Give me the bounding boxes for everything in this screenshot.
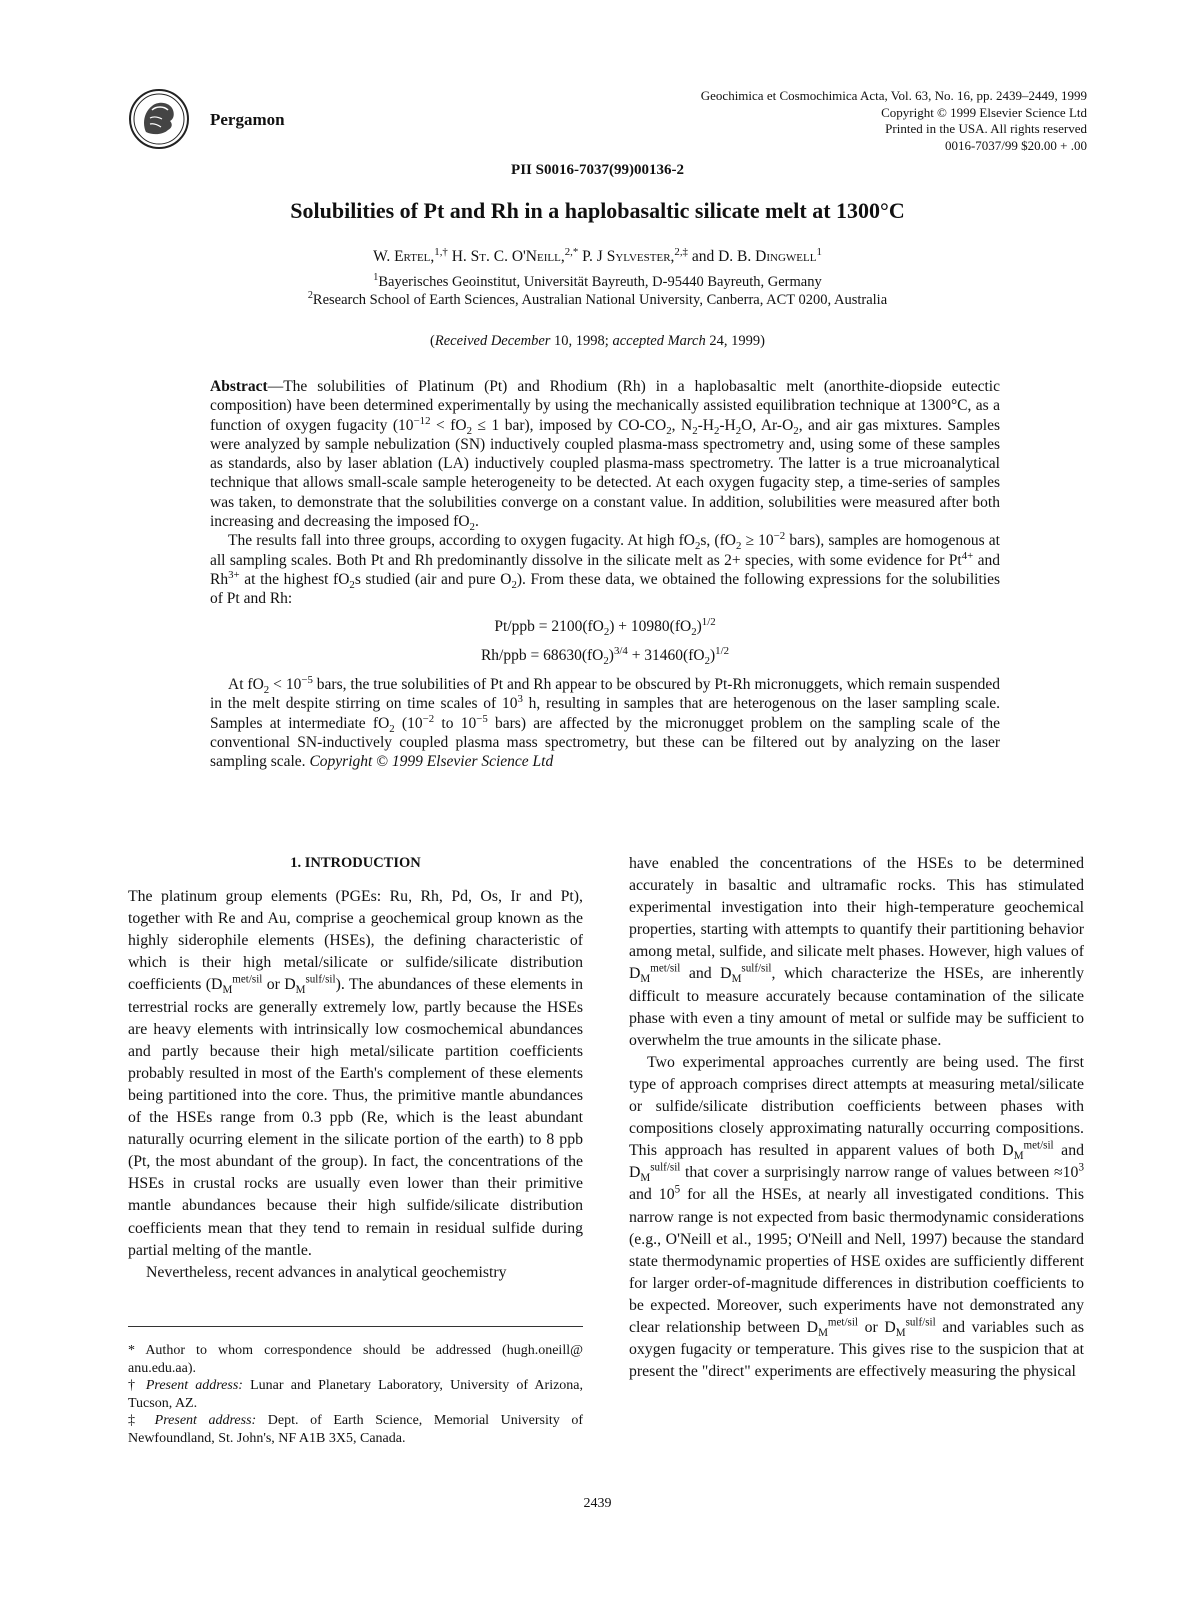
- journal-line: Copyright © 1999 Elsevier Science Ltd: [881, 104, 1087, 120]
- affiliation-text: Research School of Earth Sciences, Australian National University, Canberra, ACT 0200, Australia: [312, 292, 888, 308]
- author-name: D. B. Dingwell: [718, 248, 817, 265]
- paper-title: Solubilities of Pt and Rh in a haplobasaltic silicate melt at 1300°C: [290, 198, 905, 223]
- left-column: [128, 852, 583, 1284]
- footnote-divider: [128, 1326, 583, 1327]
- body-paragraph: have enabled the concentrations of the HSEs to be determined accurately in basaltic and ultramafic rocks. This has stimulated experimental investigation into their high-temperature geochemical properties, starting with attempts to quantify their partitioning behavior among metal, sulfide, and silicate melt phases. However, high values of $D_M^{met/sil}$ and $D_M^{sulf/sil}$, which characterize the HSEs, are inherently difficult to measure accurately because contamination of the silicate phase with even a tiny amount of metal or sulfide may be sufficient to overwhelm the true amounts in the silicate phase.: [629, 855, 1085, 1049]
- pii-identifier: PII S0016-7037(99)00136-2: [511, 162, 684, 178]
- footnote: * Author to whom correspondence should be addressed (hugh.oneill@ anu.edu.aa).: [128, 1343, 583, 1376]
- author-list: [0, 245, 1195, 266]
- publisher-name: Pergamon: [210, 110, 285, 129]
- author-marker: 2,‡: [674, 245, 688, 258]
- affiliation-marker: 2: [307, 290, 313, 302]
- accepted-label: accepted March: [612, 333, 706, 349]
- author-conjunction: and: [691, 248, 715, 265]
- abstract-paragraph: Abstract—The solubilities of Platinum (Pt) and Rhodium (Rh) in a haplobasaltic melt (anorthite-diopside eutectic composition) have been determined experimentally by using the mechanically assisted equilibration technique at 1300°C, as a function of oxygen fugacity ($10^{-12} < fO_2 \le 1$ bar), imposed by $CO-CO_2$, $N_2-H_2-H_2O$, $Ar-O_2$, and air gas mixtures. Samples were analyzed by sample nebulization (SN) inductively coupled plasma-mass spectrometry and, using some of these samples as standards, also by laser ablation (LA) inductively coupled plasma-mass spectrometry. The latter is a true microanalytical technique that allows small-scale sample heterogeneity to be detected. At each oxygen fugacity step, a time-series of samples was taken, to demonstrate that the solubilities converge on a constant value. In addition, solubilities were measured after both increasing and decreasing the imposed $fO_2$.: [210, 378, 1000, 534]
- footnotes: [128, 1342, 583, 1447]
- author-name: H. St. C. O'Neill,: [451, 248, 565, 265]
- section-heading: 1. INTRODUCTION: [290, 855, 421, 871]
- author-name: P. J Sylvester,: [582, 248, 675, 265]
- abstract-label: Abstract: [210, 378, 268, 395]
- footnote: † Present address: Lunar and Planetary Laboratory, University of Arizona, Tucson, AZ.: [128, 1378, 584, 1411]
- affiliation: [0, 292, 1195, 309]
- accepted-date: 24, 1999): [705, 333, 765, 349]
- received-date: 10, 1998;: [550, 333, 613, 349]
- paren: (: [430, 333, 435, 349]
- rh-solubility-equation: $Rh/ppb = 68630(fO_2)^{3/4} + 31460(fO_2)^{1/2}$: [480, 644, 730, 667]
- abstract: [210, 377, 1000, 772]
- journal-line: Geochimica et Cosmochimica Acta, Vol. 63, No. 16, pp. 2439–2449, 1999: [700, 88, 1087, 103]
- affiliation-marker: 1: [373, 272, 379, 284]
- equation-block: [210, 617, 1000, 666]
- affiliation-text: Bayerisches Geoinstitut, Universität Bayreuth, D-95440 Bayreuth, Germany: [378, 274, 822, 290]
- abstract-copyright: Copyright © 1999 Elsevier Science Ltd: [309, 753, 554, 771]
- abstract-paragraph: At $fO_2 < 10^{-5}$ bars, the true solubilities of Pt and Rh appear to be obscured by Pt-Rh micronuggets, which remain suspended in the melt despite stirring on time scales of $10^3$ h, resulting in samples that are heterogenous on the laser sampling scale. Samples at intermediate $fO_2$ ($10^{-2}$ to $10^{-5}$ bars) are affected by the micronugget problem on the sampling scale of the conventional SN-inductively coupled plasma mass spectrometry, but these can be filtered out by analyzing on the laser sampling scale. Copyright © 1999 Elsevier Science Ltd: [210, 674, 1001, 771]
- body-paragraph: The platinum group elements (PGEs: Ru, Rh, Pd, Os, Ir and Pt), together with Re and Au, comprise a geochemical group known as the highly siderophile elements (HSEs), the defining characteristic of which is their high metal/silicate or sulfide/silicate distribution coefficients ($D_M^{met/sil}$ or $D_M^{sulf/sil}$). The abundances of these elements in terrestrial rocks are generally extremely low, partly because the HSEs are heavy elements with intrinsically low cosmochemical abundances and partly because their high metal/silicate partition coefficients probably resulted in most of the Earth's complement of these elements being partitioned into the core. Thus, the primitive mantle abundances of the HSEs range from 0.3 ppb (Re, which is the least abundant naturally ocurring element in the silicate portion of the earth) to 8 ppb (Pt, the most abundant of the group). In fact, the concentrations of the HSEs in crustal rocks are usually even lower than their primitive mantle abundances because their high sulfide/silicate distribution coefficients mean that they tend to remain in residual sulfide during partial melting of the mantle.: [128, 888, 583, 1259]
- received-label: Received December: [434, 333, 551, 349]
- page-number: 2439: [583, 1496, 612, 1511]
- body-paragraph: Nevertheless, recent advances in analytical geochemistry: [146, 1263, 507, 1281]
- abstract-paragraph: The results fall into three groups, according to oxygen fugacity. At high $fO_2s$, ($fO_2 \ge 10^{-2}$ bars), samples are homogenous at all sampling scales. Both Pt and Rh predominantly dissolve in the silicate melt as 2+ species, with some evidence for $Pt^{4+}$ and $Rh^{3+}$ at the highest $fO_2s$ studied (air and pure $O_2$). From these data, we obtained the following expressions for the solubilities of Pt and Rh:: [210, 530, 1000, 608]
- pt-solubility-equation: $Pt/ppb = 2100(fO_2) + 10980(fO_2)^{1/2}$: [494, 615, 716, 638]
- affiliation: [0, 274, 1195, 291]
- right-column: [629, 853, 1084, 1383]
- author-marker: 1: [816, 245, 822, 258]
- footnote: ‡ Present address: Dept. of Earth Science, Memorial University of Newfoundland, St. John's, NF A1B 3X5, Canada.: [128, 1413, 584, 1446]
- received-dates: [0, 333, 1195, 350]
- journal-line: Printed in the USA. All rights reserved: [885, 121, 1087, 136]
- author-marker: 1,†: [434, 245, 448, 258]
- body-paragraph: Two experimental approaches currently are being used. The first type of approach comprises direct attempts at measuring metal/silicate or sulfide/silicate distribution coefficients between phases with compositions closely approximating naturally occurring compositions. This approach has resulted in apparent values of both $D_M^{met/sil}$ and $D_M^{sulf/sil}$ that cover a surprisingly narrow range of values between $\approx 10^3$ and $10^5$ for all the HSEs, at nearly all investigated conditions. This narrow range is not expected from basic thermodynamic considerations (e.g., O'Neill et al., 1995; O'Neill and Nell, 1997) because the standard state thermodynamic properties of HSE oxides are sufficiently different for larger order-of-magnitude differences in distribution coefficients to be expected. Moreover, such experiments have not demonstrated any clear relationship between $D_M^{met/sil}$ or $D_M^{sulf/sil}$ and variables such as oxygen fugacity or temperature. This gives rise to the suspicion that at present the "direct" experiments are effectively measuring the physical: [629, 1053, 1084, 1381]
- journal-line: 0016-7037/99 $20.00 + .00: [944, 137, 1087, 153]
- author-name: W. Ertel,: [373, 248, 435, 265]
- pergamon-logo-icon: [128, 88, 190, 150]
- journal-citation: [701, 88, 1087, 154]
- author-marker: 2,*: [564, 245, 579, 258]
